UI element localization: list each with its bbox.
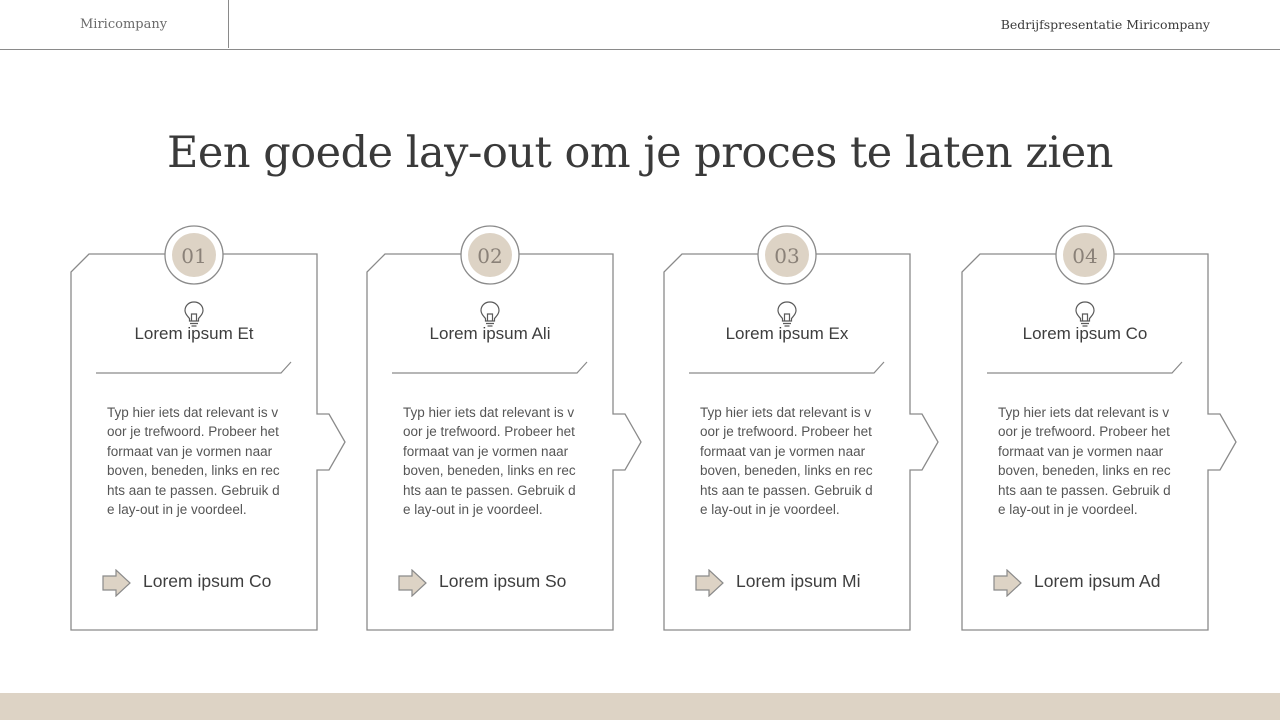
- step-footer-label: Lorem ipsum So: [439, 571, 567, 591]
- page-title: Een goede lay-out om je proces te laten zien: [167, 128, 1113, 178]
- arrow-right-icon: [695, 569, 725, 597]
- step-number: 04: [1072, 244, 1098, 268]
- step-number: 01: [181, 244, 207, 268]
- step-title: Lorem ipsum Co: [1022, 324, 1148, 343]
- process-step-4: [962, 224, 1240, 632]
- step-description: Typ hier iets dat relevant is voor je trefwoord. Probeer het formaat van je vormen naar boven, beneden, links en rechts aan te passen. Gebruik de lay-out in je voordeel.: [998, 405, 1171, 518]
- process-step-2: [367, 224, 645, 632]
- step-description: Typ hier iets dat relevant is voor je trefwoord. Probeer het formaat van je vormen naar boven, beneden, links en rechts aan te passen. Gebruik de lay-out in je voordeel.: [700, 405, 873, 518]
- step-footer-label: Lorem ipsum Mi: [736, 571, 861, 591]
- step-description: Typ hier iets dat relevant is voor je trefwoord. Probeer het formaat van je vormen naar boven, beneden, links en rechts aan te passen. Gebruik de lay-out in je voordeel.: [107, 405, 280, 518]
- step-description: Typ hier iets dat relevant is voor je trefwoord. Probeer het formaat van je vormen naar boven, beneden, links en rechts aan te passen. Gebruik de lay-out in je voordeel.: [403, 405, 576, 518]
- step-footer-label: Lorem ipsum Co: [143, 571, 272, 591]
- arrow-right-icon: [993, 569, 1023, 597]
- company-name: Miricompany: [80, 17, 168, 32]
- header-divider: [228, 0, 229, 48]
- process-step-3: [664, 224, 942, 632]
- presentation-name: Bedrijfspresentatie Miricompany: [1000, 17, 1210, 32]
- arrow-right-icon: [102, 569, 132, 597]
- step-title: Lorem ipsum Et: [134, 324, 254, 343]
- step-title: Lorem ipsum Ex: [725, 324, 849, 343]
- step-number: 02: [477, 244, 503, 268]
- arrow-right-icon: [398, 569, 428, 597]
- step-title: Lorem ipsum Ali: [429, 324, 551, 343]
- header: [0, 0, 1280, 50]
- process-step-1: [71, 224, 349, 632]
- step-number: 03: [774, 244, 800, 268]
- bottom-accent-bar: [0, 693, 1280, 720]
- step-footer-label: Lorem ipsum Ad: [1034, 571, 1161, 591]
